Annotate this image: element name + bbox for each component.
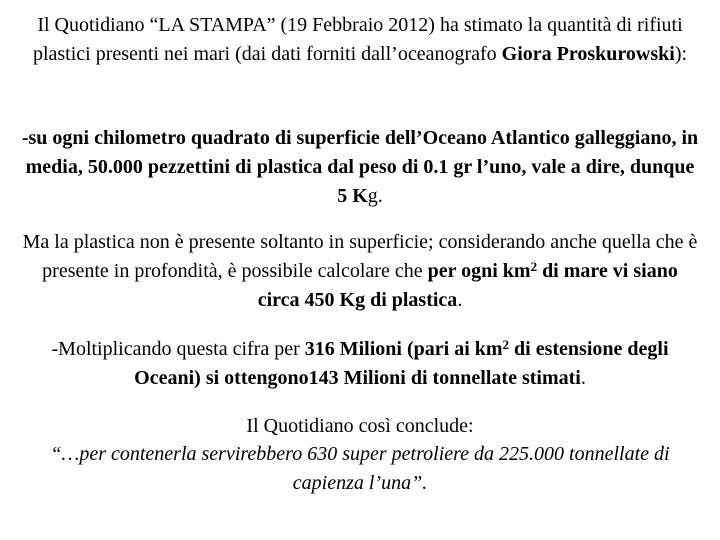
- multiply-text: -Moltiplicando questa cifra per: [51, 338, 305, 360]
- depth-end: .: [457, 289, 463, 311]
- multiply-paragraph: [20, 335, 700, 393]
- intro-paragraph: [20, 11, 700, 69]
- depth-text: Ma la plastica non è presente soltanto in superficie; considerando anche quella che è presente in profondità, è possibile calcolare che: [22, 231, 698, 282]
- depth-paragraph: [20, 228, 700, 315]
- intro-text: Il Quotidiano “LA STAMPA” (19 Febbraio 2012) ha stimato la quantità di rifiuti plastici presenti nei mari (dai dati forniti dall’oceanografo: [32, 14, 683, 65]
- conclusion-heading: [20, 412, 700, 441]
- km-superscript: 2: [530, 259, 538, 274]
- tonnes-text: di estensione degli Oceani) si ottengono143 Milioni di tonnellate stimati: [134, 338, 669, 389]
- multiply-end: .: [580, 367, 586, 389]
- quote-paragraph: [20, 440, 700, 498]
- plastic-amount-text: di mare vi siano circa 450 Kg di plastica: [257, 260, 678, 311]
- km-superscript-2: 2: [502, 337, 510, 352]
- oceanographer-name: Giora Proskurowski: [501, 43, 675, 65]
- quote-text: “…per contenerla servirebbero 630 super petroliere da 225.000 tonnellate di capienza l’una”.: [50, 443, 670, 494]
- intro-end: ):: [674, 43, 688, 65]
- atlantic-end: g.: [367, 185, 383, 207]
- atlantic-text: -su ogni chilometro quadrato di superficie dell’Oceano Atlantico galleggiano, in media, 50.000 pezzettini di plastica dal peso di 0.1 gr l’uno, vale a dire, dunque 5 K: [21, 127, 699, 207]
- atlantic-paragraph: [20, 124, 700, 211]
- million-km-text: 316 Milioni (pari ai km: [304, 338, 503, 360]
- per-km-text: per ogni km: [427, 260, 531, 282]
- conclusion-heading-text: Il Quotidiano così conclude:: [246, 415, 474, 437]
